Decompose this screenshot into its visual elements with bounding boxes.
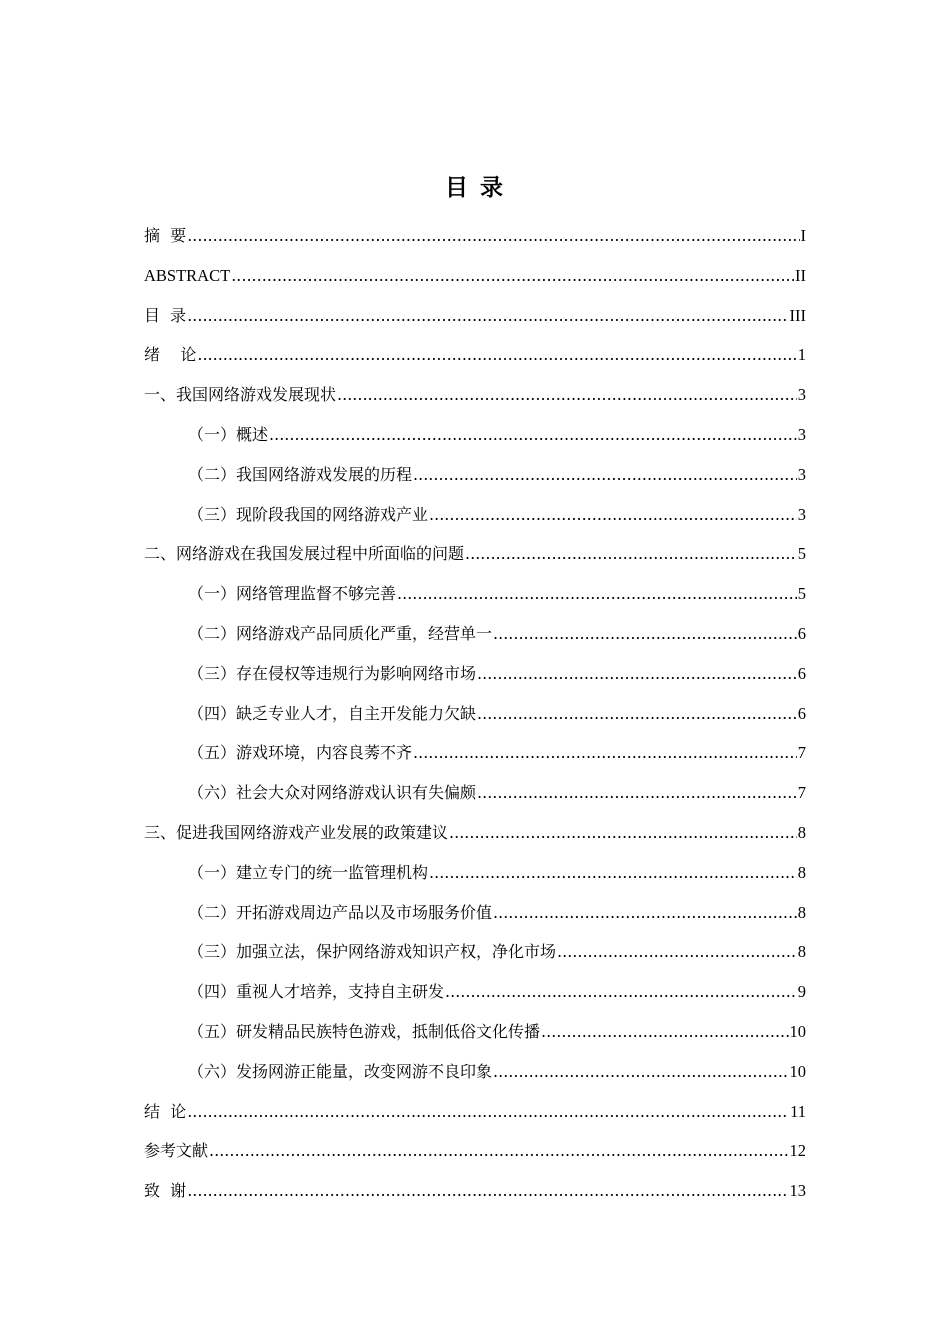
toc-entry-label: 摘 要: [144, 226, 187, 245]
toc-dot-leader: [187, 1092, 789, 1132]
toc-entry[interactable]: [144, 216, 806, 256]
toc-dot-leader: [413, 455, 797, 495]
toc-entry-page-number: 8: [797, 862, 806, 882]
toc-dot-leader: [477, 694, 797, 734]
toc-entry-page-number: 3: [797, 504, 806, 524]
toc-dot-leader: [465, 534, 797, 574]
toc-dot-leader: [493, 614, 797, 654]
toc-dot-leader: [477, 654, 797, 694]
toc-entry[interactable]: [144, 574, 806, 614]
toc-entry-page-number: 11: [790, 1101, 806, 1121]
toc-entry-page-number: 9: [797, 982, 806, 1002]
toc-entry-label: 一、我国网络游戏发展现状: [144, 385, 337, 405]
toc-entry[interactable]: [144, 534, 806, 574]
toc-dot-leader: [477, 773, 797, 813]
toc-entry[interactable]: [144, 1052, 806, 1092]
toc-entry-label: ABSTRACT: [144, 265, 231, 285]
toc-entry-page-number: 5: [797, 584, 806, 604]
toc-entry[interactable]: [144, 893, 806, 933]
toc-dot-leader: [231, 256, 794, 296]
toc-entry[interactable]: [144, 853, 806, 893]
toc-entry-page-number: 7: [797, 783, 806, 803]
toc-entry-page-number: 10: [789, 1061, 806, 1081]
toc-entry-page-number: 6: [797, 703, 806, 723]
toc-entry-page-number: 13: [789, 1181, 806, 1201]
toc-entry[interactable]: [144, 733, 806, 773]
toc-dot-leader: [209, 1131, 788, 1171]
toc-entry-page-number: 3: [797, 464, 806, 484]
toc-dot-leader: [493, 893, 797, 933]
toc-entry[interactable]: [144, 1171, 806, 1211]
toc-dot-leader: [269, 415, 797, 455]
toc-dot-leader: [197, 335, 796, 375]
toc-entry[interactable]: [144, 932, 806, 972]
toc-entry-label: 目 录: [144, 305, 187, 325]
toc-entry[interactable]: [144, 256, 806, 296]
toc-entry[interactable]: [144, 335, 806, 375]
toc-entry-page-number: 7: [797, 743, 806, 763]
toc-dot-leader: [449, 813, 797, 853]
toc-entry-page-number: 8: [797, 942, 806, 962]
toc-entry-page-number: 5: [797, 544, 806, 564]
toc-entry-label: 绪 论: [144, 345, 197, 365]
toc-entry[interactable]: [144, 375, 806, 415]
toc-dot-leader: [445, 972, 797, 1012]
toc-dot-leader: [413, 733, 797, 773]
toc-entry-label: （六）发扬网游正能量，改变网游不良印象: [188, 1061, 493, 1081]
toc-entry-label: （三）现阶段我国的网络游戏产业: [188, 504, 429, 524]
toc-entry-label: 三、促进我国网络游戏产业发展的政策建议: [144, 822, 449, 842]
toc-entry[interactable]: [144, 296, 806, 336]
toc-entry-label: （三）加强立法，保护网络游戏知识产权，净化市场: [188, 942, 557, 962]
toc-dot-leader: [429, 495, 797, 535]
toc-entry-label: （二）我国网络游戏发展的历程: [188, 464, 413, 484]
toc-entry-label: （六）社会大众对网络游戏认识有失偏颇: [188, 783, 477, 803]
toc-entry-label: （五）研发精品民族特色游戏，抵制低俗文化传播: [188, 1021, 541, 1041]
toc-entry[interactable]: [144, 455, 806, 495]
toc-entry-page-number: 10: [789, 1021, 806, 1041]
toc-entry-page-number: 1: [797, 345, 806, 365]
toc-entry-page-number: I: [800, 226, 806, 245]
toc-entry-label: （一）概述: [188, 424, 269, 444]
toc-dot-leader: [557, 932, 797, 972]
toc-title: 目 录: [444, 175, 505, 201]
toc-entry[interactable]: [144, 1092, 806, 1132]
toc-entry-label: （二）网络游戏产品同质化严重，经营单一: [188, 623, 493, 643]
toc-entry-page-number: 12: [789, 1141, 806, 1161]
toc-entry-page-number: III: [789, 305, 806, 325]
toc-dot-leader: [541, 1012, 788, 1052]
toc-entry[interactable]: [144, 614, 806, 654]
toc-entry[interactable]: [144, 972, 806, 1012]
toc-entry-page-number: II: [795, 265, 806, 285]
toc-dot-leader: [429, 853, 797, 893]
toc-dot-leader: [493, 1052, 788, 1092]
toc-entry-label: 结 论: [144, 1101, 187, 1121]
toc-entry-page-number: 8: [797, 822, 806, 842]
toc-entry[interactable]: [144, 495, 806, 535]
toc-entry[interactable]: [144, 813, 806, 853]
toc-dot-leader: [187, 1171, 788, 1211]
toc-dot-leader: [397, 574, 797, 614]
toc-entry-label: （四）重视人才培养，支持自主研发: [188, 982, 445, 1002]
toc-entry-label: 参考文献: [144, 1141, 209, 1161]
toc-entry-label: （一）建立专门的统一监管理机构: [188, 862, 429, 882]
toc-entry-page-number: 6: [797, 623, 806, 643]
toc-list: [144, 216, 806, 1211]
toc-entry-label: （五）游戏环境，内容良莠不齐: [188, 743, 413, 763]
toc-entry[interactable]: [144, 773, 806, 813]
toc-entry-page-number: 3: [797, 385, 806, 405]
toc-entry-label: （二）开拓游戏周边产品以及市场服务价值: [188, 902, 493, 922]
toc-entry-label: 二、网络游戏在我国发展过程中所面临的问题: [144, 544, 465, 564]
toc-entry[interactable]: [144, 694, 806, 734]
toc-entry-label: （三）存在侵权等违规行为影响网络市场: [188, 663, 477, 683]
toc-dot-leader: [187, 216, 799, 256]
toc-entry-page-number: 6: [797, 663, 806, 683]
toc-entry-label: 致 谢: [144, 1181, 187, 1201]
toc-entry-label: （一）网络管理监督不够完善: [188, 584, 397, 604]
toc-entry-label: （四）缺乏专业人才，自主开发能力欠缺: [188, 703, 477, 723]
toc-entry-page-number: 3: [797, 424, 806, 444]
toc-entry[interactable]: [144, 1131, 806, 1171]
toc-entry[interactable]: [144, 654, 806, 694]
toc-dot-leader: [337, 375, 797, 415]
toc-entry-page-number: 8: [797, 902, 806, 922]
toc-entry[interactable]: [144, 1012, 806, 1052]
toc-entry[interactable]: [144, 415, 806, 455]
toc-dot-leader: [187, 296, 788, 336]
